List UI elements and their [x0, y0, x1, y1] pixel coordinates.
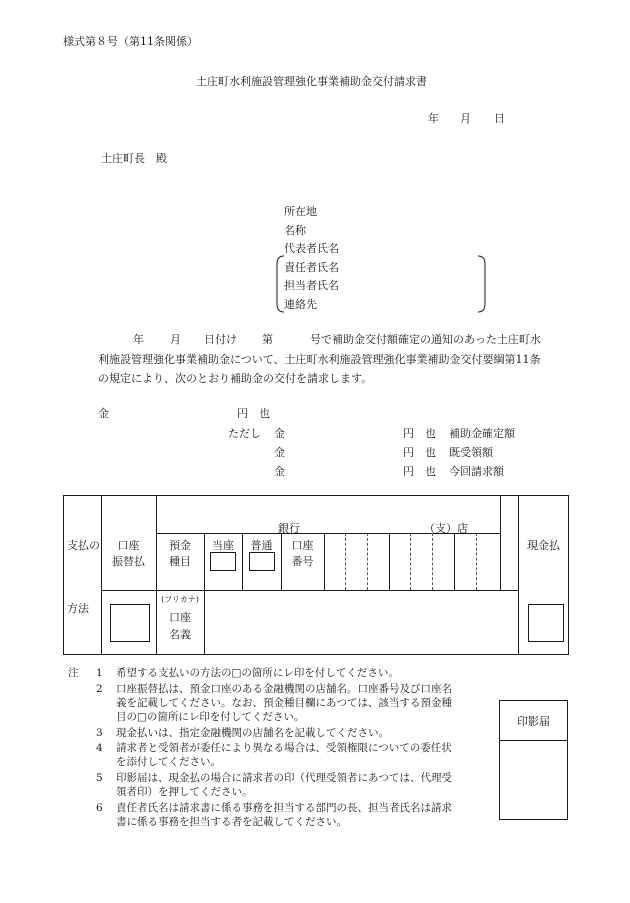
seal-registration-label: 印影届	[517, 715, 550, 728]
date-year-label: 年	[428, 112, 439, 125]
account-number-label-2: 番号	[291, 555, 314, 568]
note-5-number: 5	[96, 772, 103, 784]
body-day-suffix: 日付け	[204, 333, 237, 346]
note-1-text: 希望する支払いの方法の□の箇所にレ印を付してください。	[116, 667, 399, 679]
date-day-label: 日	[494, 112, 505, 125]
name-label: 名称	[284, 224, 306, 237]
bank-label: 銀行	[278, 522, 300, 535]
current-account-checkbox[interactable]	[210, 552, 236, 571]
body-year: 年	[133, 333, 144, 346]
transfer-label-1: 口座	[117, 539, 140, 552]
row3-yen: 円 也	[403, 465, 436, 478]
note-4-line-1: 請求者と受領者が委任により異なる場合は、受領権限についての委任状	[116, 742, 452, 754]
note-3-text: 現金払いは、指定金融機関の店舗名を記載してください。	[116, 727, 389, 739]
body-line1-rest: 号で補助金交付額確定の通知のあった土庄町水	[310, 333, 541, 346]
note-5-line-1: 印影届は、現金払の場合に請求者の印（代理受領者にあつては、代理受	[116, 772, 452, 784]
representative-label: 代表者氏名	[284, 242, 339, 255]
note-6-line-1: 責任者氏名は請求書に係る事務を担当する部門の長、担当者氏名は請求	[116, 802, 452, 814]
note-3-number: 3	[96, 727, 103, 739]
row2-yen: 円 也	[403, 446, 436, 459]
amount-yen: 円 也	[237, 407, 270, 420]
bracket-decoration	[274, 254, 490, 314]
body-line3: の規定により、次のとおり補助金の交付を請求します。	[98, 372, 373, 385]
current-account-label: 当座	[212, 539, 234, 552]
note-6-number: 6	[96, 802, 103, 814]
furigana-label: (フリカナ)	[161, 595, 199, 604]
responsible-label: 責任者氏名	[284, 261, 339, 274]
form-number: 様式第８号（第11条関係）	[63, 35, 198, 48]
cash-payment-label: 現金払	[527, 539, 560, 552]
row1-yen: 円 也	[403, 427, 436, 440]
account-holder-label-2: 名義	[169, 628, 191, 641]
note-5-line-2: 領者印）を押してください。	[116, 786, 253, 798]
contact-label: 連絡先	[284, 298, 317, 311]
notes-label: 注	[68, 667, 79, 679]
row3-kin: 金	[274, 465, 285, 478]
deposit-type-label-1: 預金	[169, 539, 191, 552]
ordinary-account-label: 普通	[250, 539, 273, 552]
note-4-line-2: を添付してください。	[116, 756, 221, 768]
note-2-number: 2	[96, 683, 103, 695]
ordinary-account-checkbox[interactable]	[249, 552, 275, 571]
document-title: 土庄町水利施設管理強化事業補助金交付請求書	[196, 75, 427, 88]
payment-method-label-bottom: 方法	[67, 602, 89, 615]
payment-method-label-top: 支払の	[67, 539, 100, 552]
note-6-line-2: 書に係る事務を担当する者を記載してください。	[116, 816, 347, 828]
row2-label: 既受領額	[449, 446, 493, 459]
note-1-number: 1	[96, 667, 103, 679]
body-line2: 利施設管理強化事業補助金について、土庄町水利施設管理強化事業補助金交付要綱第11条	[98, 353, 541, 366]
account-holder-label-1: 口座	[169, 611, 191, 624]
cash-payment-checkbox[interactable]	[528, 604, 564, 642]
person-in-charge-label: 担当者氏名	[284, 279, 339, 292]
row1-label: 補助金確定額	[449, 427, 515, 440]
transfer-checkbox[interactable]	[110, 604, 150, 642]
row3-label: 今回請求額	[449, 465, 504, 478]
date-month-label: 月	[460, 112, 471, 125]
note-2-line-1: 口座振替払は、預金口座のある金融機関の店舗名。口座番号及び口座名	[116, 683, 452, 695]
branch-label: （支）店	[424, 522, 468, 535]
tadashi-label: ただし	[228, 427, 261, 440]
note-4-number: 4	[96, 742, 103, 754]
address-label: 所在地	[284, 205, 317, 218]
note-2-line-2: 義を記載してください。なお、預金種目欄にあつては、該当する預金種	[116, 697, 452, 709]
body-month: 月	[170, 333, 181, 346]
row2-kin: 金	[274, 446, 285, 459]
body-dai: 第	[262, 333, 273, 346]
note-2-line-3: 目の□の箇所にレ印を付してください。	[116, 711, 305, 723]
deposit-type-label-2: 種目	[169, 555, 191, 568]
transfer-label-2: 振替払	[112, 555, 145, 568]
account-number-label-1: 口座	[291, 539, 314, 552]
amount-kin: 金	[98, 407, 109, 420]
addressee: 土庄町長 殿	[101, 152, 167, 165]
row1-kin: 金	[274, 427, 285, 440]
